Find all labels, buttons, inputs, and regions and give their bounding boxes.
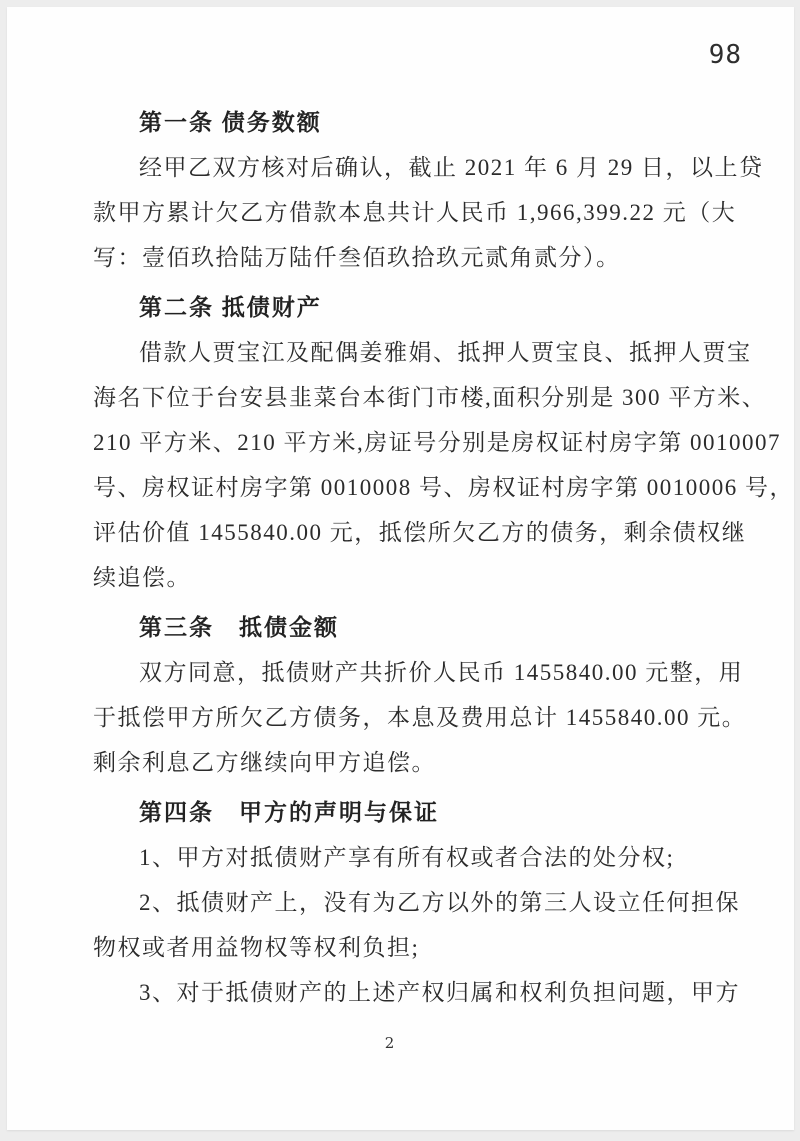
paragraph-line: 210 平方米、210 平方米,房证号分别是房权证村房字第 0010007 — [93, 430, 781, 455]
paragraph-line: 于抵偿甲方所欠乙方债务，本息及费用总计 1455840.00 元。 — [93, 705, 747, 730]
paragraph-line: 款甲方累计欠乙方借款本息共计人民币 1,966,399.22 元（大 — [93, 200, 737, 225]
section-4-heading: 第四条 甲方的声明与保证 — [139, 800, 439, 825]
section-2-heading: 第二条 抵债财产 — [139, 295, 322, 320]
list-item-line: 3、对于抵债财产的上述产权归属和权利负担问题，甲方 — [139, 980, 740, 1005]
contract-body — [93, 95, 794, 1015]
list-item-line: 物权或者用益物权等权利负担; — [93, 935, 420, 960]
page-stamp-number: 98 — [708, 40, 742, 70]
footer-page-number: 2 — [384, 1034, 395, 1052]
section-3-heading: 第三条 抵债金额 — [139, 615, 339, 640]
list-item-line: 1、甲方对抵债财产享有所有权或者合法的处分权; — [139, 845, 675, 870]
paragraph-line: 评估价值 1455840.00 元，抵偿所欠乙方的债务，剩余债权继 — [93, 520, 747, 545]
paragraph-line: 写：壹佰玖拾陆万陆仟叁佰玖拾玖元贰角贰分）。 — [93, 245, 621, 270]
document-page — [7, 7, 794, 1130]
paragraph-line: 经甲乙双方核对后确认，截止 2021 年 6 月 29 日，以上贷 — [139, 155, 764, 180]
paragraph-line: 号、房权证村房字第 0010008 号、房权证村房字第 0010006 号， — [93, 475, 794, 500]
paragraph-line: 续追偿。 — [93, 565, 191, 590]
paragraph-line: 双方同意，抵债财产共折价人民币 1455840.00 元整，用 — [139, 660, 744, 685]
paragraph-line: 借款人贾宝江及配偶姜雅娟、抵押人贾宝良、抵押人贾宝 — [139, 340, 752, 365]
paragraph-line: 海名下位于台安县韭菜台本街门市楼,面积分别是 300 平方米、 — [93, 385, 767, 410]
paragraph-line: 剩余利息乙方继续向甲方追偿。 — [93, 750, 436, 775]
list-item-line: 2、抵债财产上，没有为乙方以外的第三人设立任何担保 — [139, 890, 740, 915]
section-1-heading: 第一条 债务数额 — [139, 110, 322, 135]
